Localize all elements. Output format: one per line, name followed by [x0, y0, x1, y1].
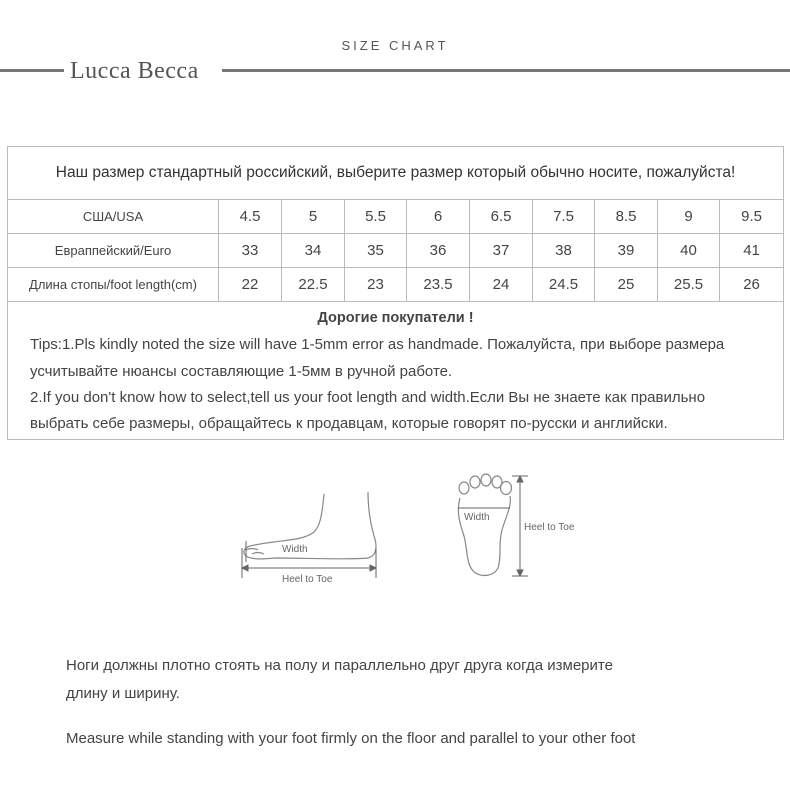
table-row-usa	[8, 200, 784, 234]
table-cell: 5.5	[345, 200, 407, 234]
measure-instruction-ru-line1: Ноги должны плотно стоять на полу и параллельно друг друга когда измерите	[66, 657, 613, 674]
table-cell: 40	[658, 234, 720, 268]
table-cell: 33	[219, 234, 282, 268]
table-cell: 9	[658, 200, 720, 234]
table-cell: 7.5	[533, 200, 595, 234]
table-cell: 9.5	[720, 200, 784, 234]
measure-instruction-ru-line2: длину и ширину.	[66, 685, 180, 702]
row-label: США/USA	[8, 200, 219, 234]
table-cell: 26	[720, 268, 784, 302]
table-cell: 23.5	[407, 268, 470, 302]
table-cell: 22.5	[282, 268, 345, 302]
table-cell: 6.5	[470, 200, 533, 234]
foot-top-view-diagram	[450, 472, 590, 580]
tips-line: выбрать себе размеры, обращайтесь к продавцам, которые говорят по-русски и английски.	[30, 415, 668, 432]
table-cell: 6	[407, 200, 470, 234]
tips-line: усчитывайте нюансы составляющие 1-5мм в ручной работе.	[30, 363, 453, 380]
measure-instruction-en: Measure while standing with your foot firmly on the floor and parallel to your other foot	[66, 730, 636, 747]
tips-row	[8, 302, 784, 440]
table-cell: 35	[345, 234, 407, 268]
tips-line: Tips:1.Pls kindly noted the size will have 1-5mm error as handmade. Пожалуйста, при выборе размера	[30, 336, 725, 353]
foot-side-icon	[244, 492, 376, 559]
table-cell: 22	[219, 268, 282, 302]
heel-to-toe-label: Heel to Toe	[282, 574, 333, 585]
table-cell: 24.5	[533, 268, 595, 302]
tips-cell	[8, 302, 784, 440]
table-cell: 8.5	[595, 200, 658, 234]
table-note-row	[8, 147, 784, 200]
width-label: Width	[282, 544, 308, 555]
tips-line: 2.If you don't know how to select,tell us your foot length and width.Если Вы не знаете как правильно	[30, 389, 706, 406]
table-cell: 4.5	[219, 200, 282, 234]
table-cell: 25	[595, 268, 658, 302]
table-cell: 38	[533, 234, 595, 268]
tips-heading: Дорогие покупатели !	[317, 310, 474, 326]
header-rule-left	[0, 69, 64, 72]
table-cell: 36	[407, 234, 470, 268]
width-label: Width	[464, 512, 490, 523]
table-row-euro	[8, 234, 784, 268]
table-cell: 25.5	[658, 268, 720, 302]
row-label: Длина стопы/foot length(cm)	[8, 268, 219, 302]
table-cell: 34	[282, 234, 345, 268]
foot-top-icon	[458, 474, 511, 575]
foot-side-view-diagram	[236, 486, 386, 588]
table-cell: 23	[345, 268, 407, 302]
table-row-foot-length	[8, 268, 784, 302]
table-note: Наш размер стандартный российский, выберите размер который обычно носите, пожалуйста!	[8, 147, 784, 200]
table-cell: 41	[720, 234, 784, 268]
size-table	[7, 146, 784, 440]
table-cell: 24	[470, 268, 533, 302]
heel-to-toe-label: Heel to Toe	[524, 522, 575, 533]
table-cell: 37	[470, 234, 533, 268]
brand-name: Lucca Becca	[70, 58, 199, 84]
size-chart-title: SIZE CHART	[341, 38, 449, 53]
table-cell: 5	[282, 200, 345, 234]
row-label: Евраппейский/Euro	[8, 234, 219, 268]
table-cell: 39	[595, 234, 658, 268]
tips-box	[8, 302, 783, 439]
header-rule-right	[222, 69, 790, 72]
